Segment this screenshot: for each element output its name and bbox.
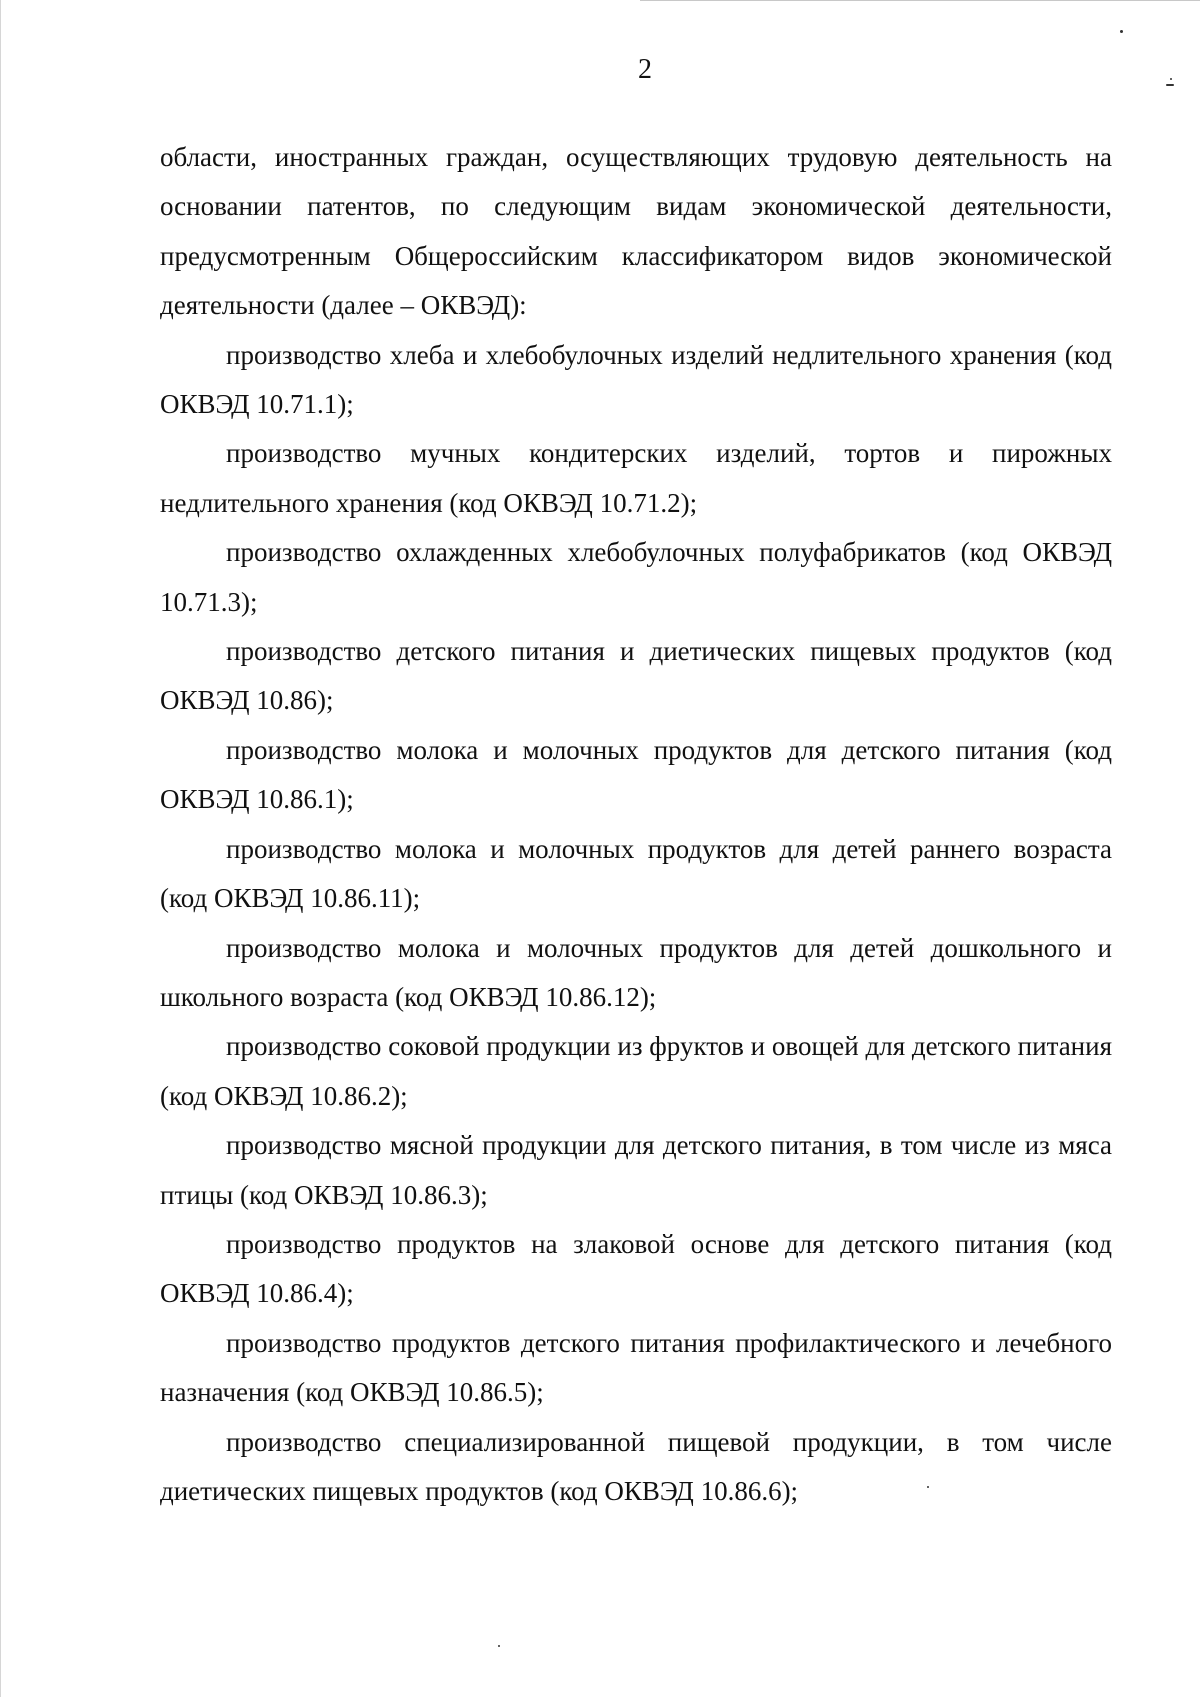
scan-edge-line (0, 0, 1, 1697)
list-item: производство молока и молочных продуктов для детей дошкольного и школьного возраста (код ОКВЭД 10.86.12); (160, 932, 1112, 1012)
list-item: производство молока и молочных продуктов для детского питания (код ОКВЭД 10.86.1); (160, 734, 1112, 815)
paragraph-intro: области, иностранных граждан, осуществляющих трудовую деятельность на основании патентов, по следующим видам экономической деятельности, предусмотренным Общероссийским классификатором видов экономической деятельности (далее – ОКВЭД): (160, 142, 1112, 321)
document-body (160, 133, 1112, 1516)
scan-speck (1170, 78, 1172, 80)
scan-speck (1166, 84, 1174, 86)
scan-speck (1120, 30, 1123, 33)
list-item: производство охлажденных хлебобулочных полуфабрикатов (код ОКВЭД 10.71.3); (160, 537, 1112, 617)
scan-top-line (640, 0, 1200, 1)
list-item: производство продуктов детского питания профилактического и лечебного назначения (код ОКВЭД 10.86.5); (160, 1327, 1112, 1408)
list-item: производство мясной продукции для детского питания, в том числе из мяса птицы (код ОКВЭД 10.86.3); (160, 1130, 1112, 1210)
list-item: производство продуктов на злаковой основе для детского питания (код ОКВЭД 10.86.4); (160, 1228, 1112, 1309)
scan-speck (498, 1645, 500, 1647)
list-item: производство специализированной пищевой продукции, в том числе диетических пищевых продуктов (код ОКВЭД 10.86.6); (160, 1426, 1112, 1506)
page-number: 2 (638, 54, 652, 85)
scan-speck (927, 1486, 929, 1488)
list-item: производство мучных кондитерских изделий, тортов и пирожных недлительного хранения (код ОКВЭД 10.71.2); (160, 438, 1112, 518)
list-item: производство молока и молочных продуктов для детей раннего возраста (код ОКВЭД 10.86.11); (160, 833, 1112, 914)
list-item: производство хлеба и хлебобулочных изделий недлительного хранения (код ОКВЭД 10.71.1); (160, 339, 1112, 420)
list-item: производство соковой продукции из фруктов и овощей для детского питания (код ОКВЭД 10.86.2); (160, 1031, 1112, 1111)
list-item: производство детского питания и диетических пищевых продуктов (код ОКВЭД 10.86); (160, 636, 1112, 716)
